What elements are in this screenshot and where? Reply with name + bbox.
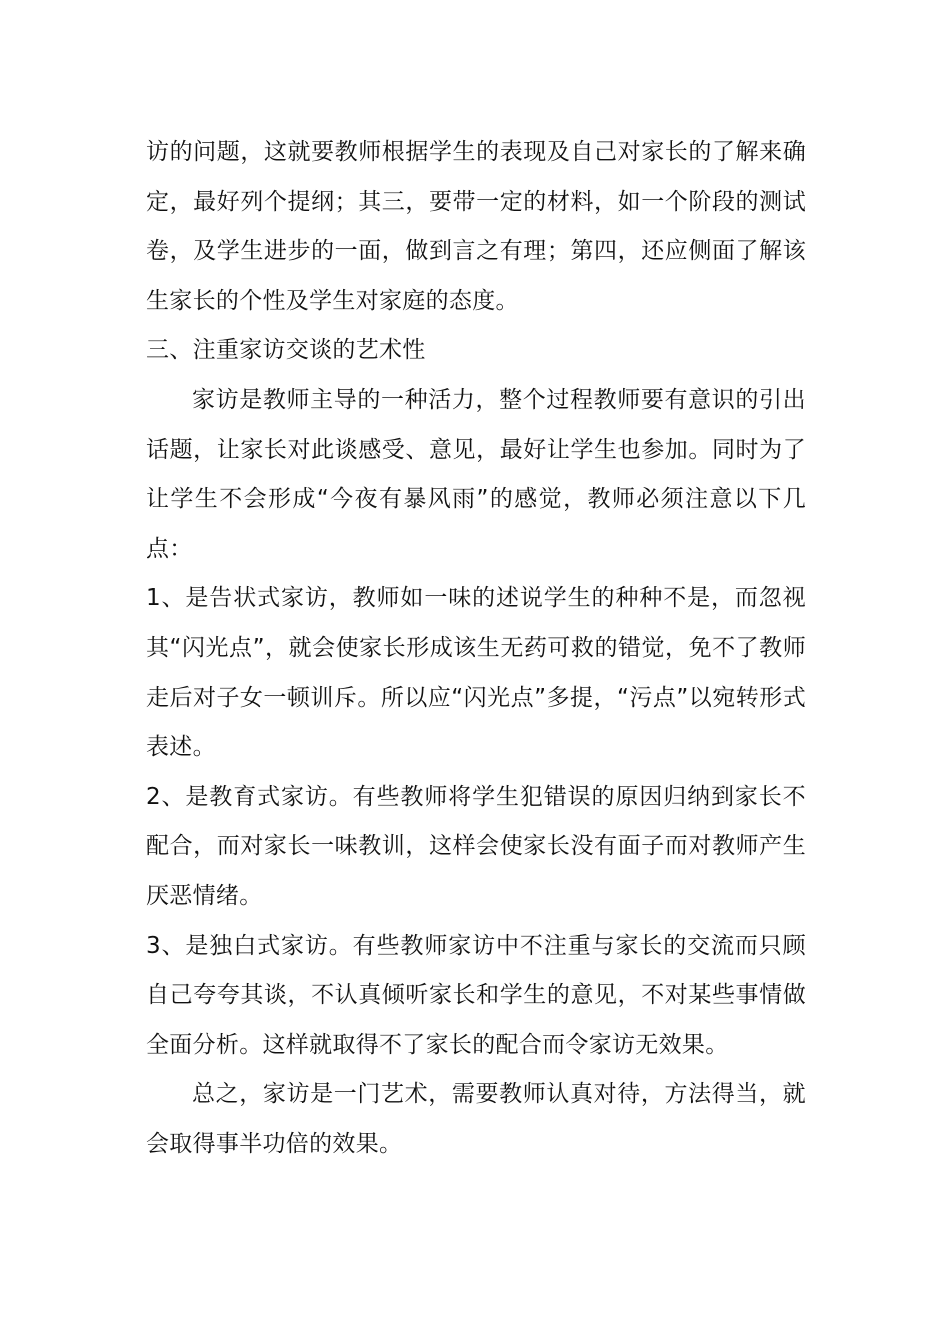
list-item-1: 1、是告状式家访，教师如一味的述说学生的种种不是，而忽视其“闪光点”，就会使家长形成该生无药可救的错觉，免不了教师走后对子女一顿训斥。所以应“闪光点”多提，“污点”以宛转形式表述。: [146, 585, 806, 761]
paragraph-intro: 家访是教师主导的一种活力，整个过程教师要有意识的引出话题，让家长对此谈感受、意见，最好让学生也参加。同时为了让学生不会形成“今夜有暴风雨”的感觉，教师必须注意以下几点：: [146, 386, 806, 562]
paragraph-continuation: 访的问题，这就要教师根据学生的表现及自己对家长的了解来确定，最好列个提纲；其三，要带一定的材料，如一个阶段的测试卷，及学生进步的一面，做到言之有理；第四，还应侧面了解该生家长的个性及学生对家庭的态度。: [146, 139, 806, 314]
section-heading: 三、注重家访交谈的艺术性: [146, 337, 426, 364]
list-item-2: 2、是教育式家访。有些教师将学生犯错误的原因归纳到家长不配合，而对家长一味教训，这样会使家长没有面子而对教师产生厌恶情绪。: [146, 783, 806, 909]
list-item-3: 3、是独白式家访。有些教师家访中不注重与家长的交流而只顾自己夸夸其谈，不认真倾听家长和学生的意见，不对某些事情做全面分析。这样就取得不了家长的配合而令家访无效果。: [146, 932, 806, 1058]
paragraph-conclusion: 总之，家访是一门艺术，需要教师认真对待，方法得当，就会取得事半功倍的效果。: [146, 1081, 806, 1157]
document-body: [146, 128, 806, 1169]
